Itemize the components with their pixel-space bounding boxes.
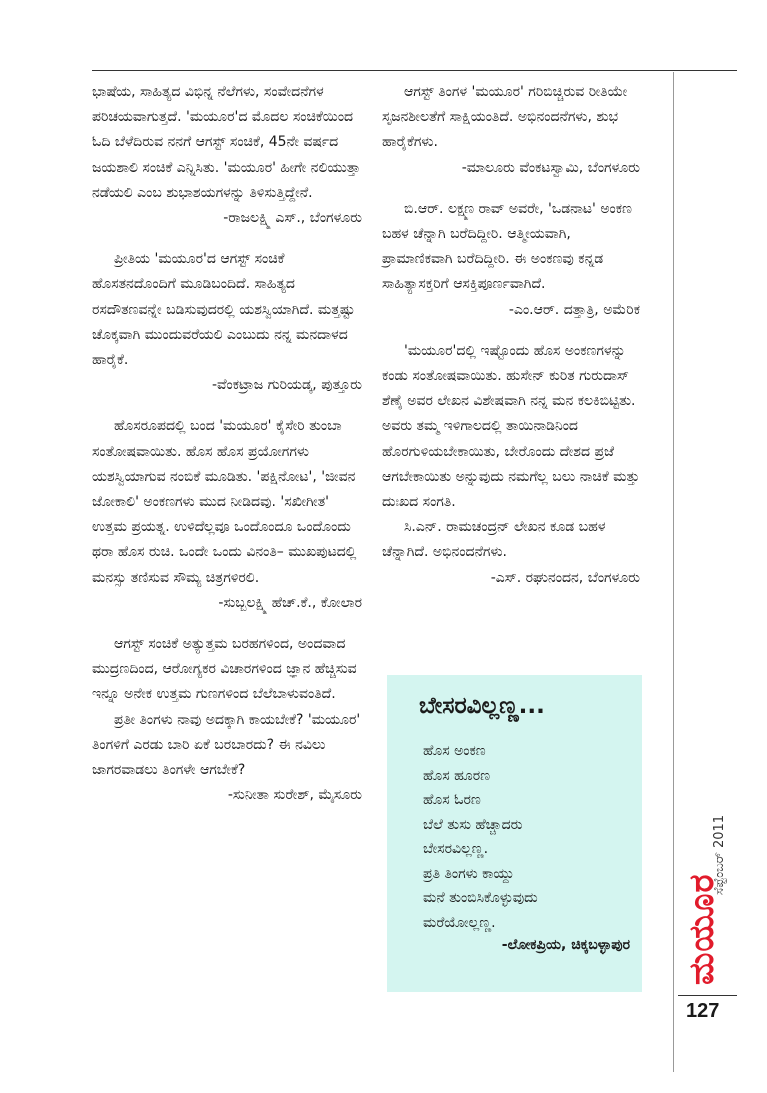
- letter-text: ಹೊಸರೂಪದಲ್ಲಿ ಬಂದ 'ಮಯೂರ' ಕೈಸೇರಿ ತುಂಬಾ ಸಂತೋಷವಾಯಿತು. ಹೊಸ ಹೊಸ ಪ್ರಯೋಗಗಳು ಯಶಸ್ವಿಯಾಗುವ ನಂಬಿಕೆ ಮೂಡಿತು. 'ಪಕ್ಷಿನೋಟ', 'ಜೀವನ ಜೋಕಾಲಿ' ಅಂಕಣಗಳು ಮುದ ನೀಡಿದವು. 'ಸಖೀಗೀತ' ಉತ್ತಮ ಪ್ರಯತ್ನ. ಉಳಿದೆಲ್ಲವೂ ಒಂದೊಂದೂ ಒಂದೊಂದು ಥರಾ ಹೊಸ ರುಚಿ. ಒಂದೇ ಒಂದು ವಿನಂತಿ– ಮುಖಪುಟದಲ್ಲಿ ಮನಸ್ಸು ತಣಿಸುವ ಸೌಮ್ಯ ಚಿತ್ರಗಳಿರಲಿ.: [92, 418, 357, 586]
- letter-text-second-paragraph: ಸಿ.ಎನ್. ರಾಮಚಂದ್ರನ್ ಲೇಖನ ಕೂಡ ಬಹಳ ಚೆನ್ನಾಗಿದೆ. ಅಭಿನಂದನೆಗಳು.: [382, 519, 606, 561]
- poem-line: ಹೊಸ ಹೂರಣ: [423, 767, 491, 784]
- top-rule: [92, 70, 737, 71]
- page-number-rule: [678, 995, 737, 996]
- poem-signature: -ಲೋಕಪ್ರಿಯ, ಚಿಕ್ಕಬಳ್ಳಾಪುರ: [501, 937, 630, 953]
- letter-signature: -ಸುಬ್ಬಲಕ್ಷ್ಮಿ ಹೆಚ್.ಕೆ., ಕೋಲಾರ: [218, 594, 362, 611]
- letter-signature: -ವೆಂಕಟ್ರಾಜ ಗುರಿಯಡ್ಕ, ಪುತ್ತೂರು: [211, 377, 362, 394]
- letter-text-second-paragraph: ಪ್ರತೀ ತಿಂಗಳು ನಾವು ಅದಕ್ಕಾಗಿ ಕಾಯಬೇಕೆ? 'ಮಯೂರ' ತಿಂಗಳಿಗೆ ಎರಡು ಬಾರಿ ಏಕೆ ಬರಬಾರದು? ಈ ನವಿಲು ಜಾಗರವಾಡಲು ತಿಂಗಳೇ ಆಗಬೇಕೆ?: [92, 711, 361, 779]
- poem-line: ಮನೆ ತುಂಬಿಸಿಕೊಳ್ಳುವುದು: [423, 890, 538, 906]
- right-column: [382, 80, 642, 591]
- poem-line: ಹೊಸ ಅಂಕಣ: [423, 743, 486, 759]
- letter-signature: -ಎಂ.ಆರ್. ದತ್ತಾತ್ರಿ, ಅಮೆರಿಕ: [508, 301, 640, 318]
- letter-text: ಆಗಸ್ಟ್ ಸಂಚಿಕೆ ಅತ್ಯುತ್ತಮ ಬರಹಗಳಿಂದ, ಅಂದವಾದ ಮುದ್ರಣದಿಂದ, ಆರೋಗ್ಯಕರ ವಿಚಾರಗಳಿಂದ ಜ್ಞಾನ ಹೆಚ್ಚಿಸುವ ಇನ್ನೂ ಅನೇಕ ಉತ್ತಮ ಗುಣಗಳಿಂದ ಬೆಲೆಬಾಳುವಂತಿದೆ.: [92, 636, 357, 703]
- issue-date: ಸೆಪ್ಟೆಂಬರ್ 2011: [712, 814, 727, 895]
- letter-signature: -ಮಾಲೂರು ವೆಂಕಟಸ್ವಾಮಿ, ಬೆಂಗಳೂರು: [461, 159, 640, 176]
- letter: [92, 247, 364, 398]
- poem-box: [387, 675, 642, 992]
- letter-signature: -ಸುನೀತಾ ಸುರೇಶ್, ಮೈಸೂರು: [227, 787, 362, 804]
- poem-line: ಬೆಲೆ ತುಸು ಹೆಚ್ಚಾದರು: [423, 816, 523, 833]
- letter: [382, 339, 642, 591]
- letter-text: ಬಿ.ಆರ್. ಲಕ್ಷ್ಮಣ ರಾವ್ ಅವರೇ, 'ಒಡನಾಟ' ಅಂಕಣ ಬಹಳ ಚೆನ್ನಾಗಿ ಬರೆದಿದ್ದೀರಿ. ಆತ್ಮೀಯವಾಗಿ, ಪ್ರಾಮಾಣಿಕವಾಗಿ ಬರೆದಿದ್ದೀರಿ. ಈ ಅಂಕಣವು ಕನ್ನಡ ಸಾಹಿತ್ಯಾಸಕ್ತರಿಗೆ ಆಸಕ್ತಿಪೂರ್ಣವಾಗಿದೆ.: [382, 200, 632, 293]
- letter-signature: -ಎಸ್. ರಘುನಂದನ, ಬೆಂಗಳೂರು: [490, 569, 640, 586]
- letter-signature: -ರಾಜಲಕ್ಷ್ಮಿ ಎಸ್., ಬೆಂಗಳೂರು: [223, 210, 362, 227]
- poem-line: ಬೇಸರವಿಲ್ಲಣ್ಣ.: [423, 841, 489, 857]
- letter-text: ಭಾಷೆಯ, ಸಾಹಿತ್ಯದ ವಿಭಿನ್ನ ನೆಲೆಗಳು, ಸಂವೇದನೆಗಳ ಪರಿಚಯವಾಗುತ್ತದೆ. 'ಮಯೂರ'ದ ಮೊದಲ ಸಂಚಿಕೆಯಿಂದ ಓದಿ ಬೆಳೆದಿರುವ ನನಗೆ ಆಗಸ್ಟ್ ಸಂಚಿಕೆ, 45ನೇ ವರ್ಷದ ಜಯಶಾಲಿ ಸಂಚಿಕೆ ಎನ್ನಿಸಿತು. 'ಮಯೂರ' ಹೀಗೇ ನಲಿಯುತ್ತಾ ನಡೆಯಲಿ ಎಂಬ ಶುಭಾಶಯಗಳನ್ನು ತಿಳಿಸುತ್ತಿದ್ದೇನೆ.: [92, 84, 361, 201]
- magazine-logo: ಮಯೂರ: [682, 873, 722, 985]
- letter: [92, 80, 364, 231]
- poem-lines: [423, 739, 538, 935]
- poem-line: ಮರೆಯೋಲ್ಲಣ್ಣ.: [423, 914, 496, 931]
- left-column: [92, 80, 364, 808]
- page-number: 127: [686, 1000, 720, 1022]
- poem-title: ಬೇಸರವಿಲ್ಲಣ್ಣ...: [419, 693, 545, 719]
- letter-text: 'ಮಯೂರ'ದಲ್ಲಿ ಇಷ್ಟೊಂದು ಹೊಸ ಅಂಕಣಗಳನ್ನು ಕಂಡು ಸಂತೋಷವಾಯಿತು. ಹುಸೇನ್ ಕುರಿತ ಗುರುದಾಸ್ ಶೆಣೈ ಅವರ ಲೇಖನ ವಿಶೇಷವಾಗಿ ನನ್ನ ಮನ ಕಲಕಿಬಿಟ್ಟಿತು. ಅವರು ತಮ್ಮ ಇಳಿಗಾಲದಲ್ಲಿ ತಾಯಿನಾಡಿನಿಂದ ಹೊರಗುಳಿಯಬೇಕಾಯಿತು, ಬೇರೊಂದು ದೇಶದ ಪ್ರಜೆ ಆಗಬೇಕಾಯಿತು ಅನ್ನುವುದು ನಮಗೆಲ್ಲ ಬಲು ನಾಚಿಕೆ ಮತ್ತು ದುಃಖದ ಸಂಗತಿ.: [382, 342, 640, 511]
- side-divider: [673, 72, 674, 1072]
- letter: [92, 632, 364, 808]
- letter-text: ಆಗಸ್ಟ್ ತಿಂಗಳ 'ಮಯೂರ' ಗರಿಬಿಚ್ಚಿರುವ ರೀತಿಯೇ ಸೃಜನಶೀಲತೆಗೆ ಸಾಕ್ಷಿಯಂತಿದೆ. ಅಭಿನಂದನೆಗಳು, ಶುಭ ಹಾರೈಕೆಗಳು.: [382, 84, 628, 151]
- letter: [92, 414, 364, 616]
- poem-line: ಹೊಸ ಓರಣ: [423, 792, 481, 808]
- letter-text: ಪ್ರೀತಿಯ 'ಮಯೂರ'ದ ಆಗಸ್ಟ್ ಸಂಚಿಕೆ ಹೊಸತನದೊಂದಿಗೆ ಮೂಡಿಬಂದಿದೆ. ಸಾಹಿತ್ಯದ ರಸದೌತಣವನ್ನೇ ಬಡಿಸುವುದರಲ್ಲಿ ಯಶಸ್ವಿಯಾಗಿದೆ. ಮತ್ತಷ್ಟು ಚೊಕ್ಕವಾಗಿ ಮುಂದುವರೆಯಲಿ ಎಂಬುದು ನನ್ನ ಮನದಾಳದ ಹಾರೈಕೆ.: [92, 251, 355, 369]
- poem-line: ಪ್ರತಿ ತಿಂಗಳು ಕಾಯ್ದು: [423, 865, 515, 882]
- letter: [382, 197, 642, 323]
- letter: [382, 80, 642, 181]
